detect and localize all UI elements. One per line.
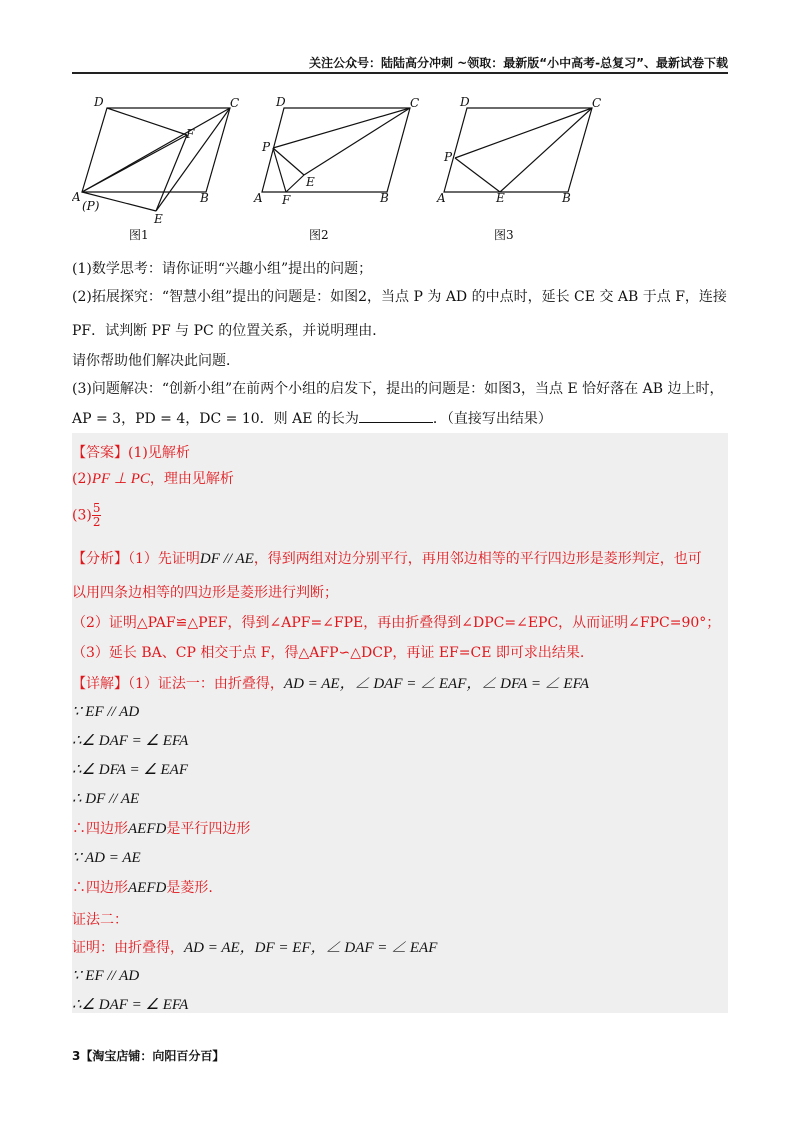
answer-tag: 【答案】 bbox=[72, 445, 128, 461]
answer-blank bbox=[359, 410, 433, 423]
method-2-line-3: ∴∠ DAF = ∠ EFA bbox=[72, 997, 189, 1013]
answer-line-1 bbox=[72, 442, 190, 462]
question-3-suffix: ．（直接写出结果） bbox=[432, 411, 552, 427]
help-line: 请你帮助他们解决此问题． bbox=[72, 353, 240, 369]
detail-line-4: ∴∠ DFA = ∠ EAF bbox=[72, 762, 189, 778]
analysis-l1-post: ，得到两组对边分别平行，再用邻边相等的平行四边形是菱形判定，也可 bbox=[253, 551, 702, 567]
fig1-line-fe bbox=[156, 135, 187, 211]
fig2-label-e: E bbox=[306, 175, 315, 189]
method-2-line-1 bbox=[72, 936, 437, 957]
fig1-label-a: A bbox=[72, 190, 81, 204]
answer-fraction bbox=[92, 502, 102, 529]
answer-part-1: (1)见解析 bbox=[128, 445, 190, 461]
page-header: 关注公众号：陆陆高分冲刺 ~领取：最新版“小中高考-总复习”、最新试卷下载 bbox=[309, 56, 728, 70]
analysis-l1-math: DF // AE bbox=[199, 551, 254, 567]
fraction-numerator: 5 bbox=[92, 501, 101, 515]
detail-line-5: ∴ DF // AE bbox=[72, 791, 140, 807]
method-2-pre: 证明：由折叠得， bbox=[72, 940, 184, 956]
detail-d8-math: AEFD bbox=[128, 880, 167, 896]
answer-part-2-suffix: ，理由见解析 bbox=[149, 471, 234, 487]
question-3-line-2 bbox=[72, 408, 552, 428]
question-3-line-1: (3)问题解决：“创新小组”在前两个小组的启发下，提出的问题是：如图3，当点 E 恰好落在 AB 边上时， bbox=[72, 381, 724, 397]
detail-line-1 bbox=[72, 672, 589, 693]
detail-line-2: ∵ EF // AD bbox=[72, 704, 140, 720]
fig1-label-b: B bbox=[200, 191, 209, 205]
answer-part-2-math: PF ⊥ PC bbox=[91, 471, 150, 487]
fig2-label-c: C bbox=[410, 96, 420, 110]
fig1-caption: 图1 bbox=[129, 228, 149, 242]
detail-d6-pre: ∴四边形 bbox=[72, 821, 128, 837]
fig2-label-d: D bbox=[276, 95, 286, 109]
fig1-label-c: C bbox=[230, 96, 240, 110]
analysis-l1-pre: （1）先证明 bbox=[128, 551, 200, 567]
fig3-label-c: C bbox=[592, 96, 602, 110]
figures-svg bbox=[72, 90, 632, 245]
detail-line-6 bbox=[72, 818, 250, 838]
page-footer: 3【淘宝店铺：向阳百分百】 bbox=[72, 1049, 225, 1063]
fig3-label-a: A bbox=[437, 191, 446, 205]
figure-3 bbox=[444, 108, 592, 192]
solution-panel bbox=[72, 433, 728, 1013]
analysis-line-3: （2）证明△PAF≌△PEF，得到∠APF=∠FPE，再由折叠得到∠DPC=∠EPC，从而证明∠FPC=90°； bbox=[72, 615, 721, 631]
detail-d1-pre: （1）证法一：由折叠得， bbox=[128, 676, 284, 692]
method-2-line-2: ∵ EF // AD bbox=[72, 968, 140, 984]
question-2-line-2: PF．试判断 PF 与 PC 的位置关系，并说明理由． bbox=[72, 323, 387, 339]
fig2-label-b: B bbox=[380, 191, 389, 205]
fig2-line-pe bbox=[273, 148, 304, 175]
fig3-label-e: E bbox=[496, 191, 505, 205]
fig2-line-ef bbox=[286, 175, 304, 192]
fraction-denominator: 2 bbox=[92, 515, 101, 529]
fig1-line-df bbox=[107, 108, 187, 135]
fig3-label-b: B bbox=[562, 191, 571, 205]
method-2-title: 证法二： bbox=[72, 912, 128, 928]
answer-part-2-prefix: (2) bbox=[72, 471, 92, 487]
detail-d6-math: AEFD bbox=[128, 821, 167, 837]
answer-line-2 bbox=[72, 468, 234, 488]
detail-d8-pre: ∴四边形 bbox=[72, 880, 128, 896]
fig2-parallelogram bbox=[262, 108, 410, 192]
detail-tag: 【详解】 bbox=[72, 676, 128, 692]
answer-line-3 bbox=[72, 502, 101, 529]
fig1-line-ec bbox=[156, 108, 230, 211]
detail-d8-post: 是菱形. bbox=[166, 880, 213, 896]
method-2-math: AD = AE，DF = EF，∠ DAF = ∠ EAF bbox=[184, 940, 438, 956]
header-rule bbox=[72, 72, 728, 74]
analysis-line-4: （3）延长 BA、CP 相交于点 F，得△AFP∽△DCP，再证 EF=CE 即可求出结果. bbox=[72, 645, 585, 661]
fig2-label-p: P bbox=[262, 140, 271, 154]
figures-row bbox=[72, 90, 632, 245]
question-2-line-1: (2)拓展探究：“智慧小组”提出的问题是：如图2，当点 P 为 AD 的中点时，延长 CE 交 AB 于点 F，连接 bbox=[72, 289, 727, 305]
fig1-label-f: F bbox=[186, 127, 195, 141]
analysis-line-2: 以用四条边相等的四边形是菱形进行判断； bbox=[72, 585, 338, 601]
fig2-line-pc bbox=[273, 108, 410, 148]
question-3-given: AP = 3，PD = 4，DC = 10．则 AE 的长为 bbox=[72, 411, 359, 427]
fig1-label-d: D bbox=[94, 95, 104, 109]
fig3-line-ec bbox=[500, 108, 592, 192]
fig1-line-af bbox=[82, 135, 187, 192]
fig3-parallelogram bbox=[444, 108, 592, 192]
detail-d6-post: 是平行四边形 bbox=[166, 821, 251, 837]
fig2-caption: 图2 bbox=[309, 228, 329, 242]
fig2-label-a: A bbox=[254, 191, 263, 205]
detail-line-8 bbox=[72, 877, 213, 897]
fig2-line-pf bbox=[273, 148, 286, 192]
fig1-label-e: E bbox=[154, 212, 163, 226]
detail-line-3: ∴∠ DAF = ∠ EFA bbox=[72, 733, 189, 749]
answer-part-3-prefix: (3) bbox=[72, 507, 92, 524]
detail-d1-math: AD = AE，∠ DAF = ∠ EAF，∠ DFA = ∠ EFA bbox=[283, 676, 589, 692]
fig2-label-f: F bbox=[282, 193, 291, 207]
detail-line-7: ∵ AD = AE bbox=[72, 850, 141, 866]
question-1: (1)数学思考：请你证明“兴趣小组”提出的问题； bbox=[72, 261, 373, 277]
fig3-line-pe bbox=[455, 158, 500, 192]
fig3-caption: 图3 bbox=[494, 228, 514, 242]
analysis-tag: 【分析】 bbox=[72, 551, 128, 567]
fig3-label-p: P bbox=[444, 150, 453, 164]
figure-2 bbox=[262, 108, 410, 192]
analysis-line-1 bbox=[72, 548, 702, 568]
fig3-label-d: D bbox=[460, 95, 470, 109]
fig3-line-pc bbox=[455, 108, 592, 158]
fig1-label-p: (P) bbox=[82, 199, 100, 213]
